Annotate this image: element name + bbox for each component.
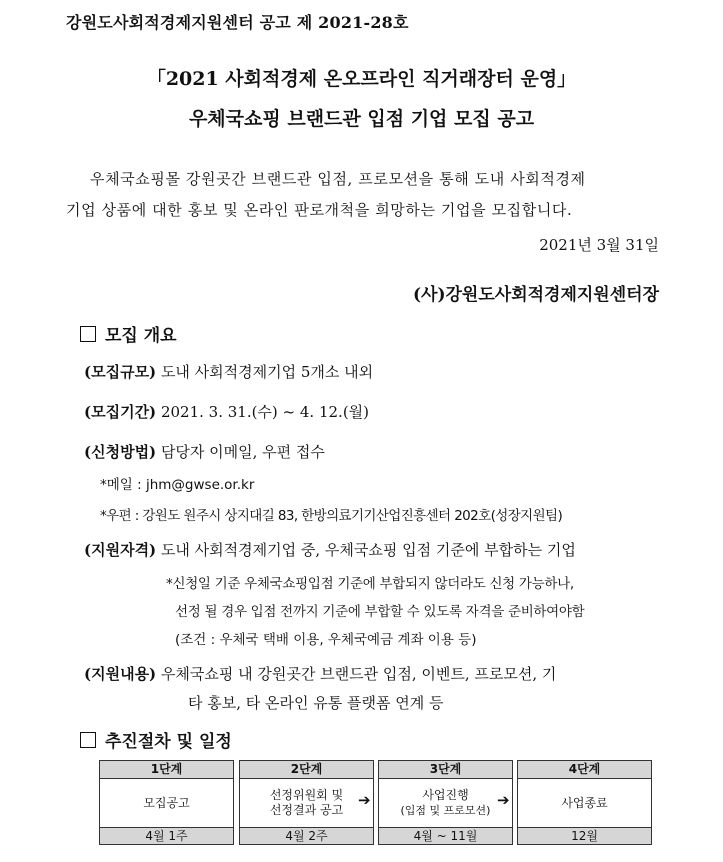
- item-label: (신청방법): [84, 443, 157, 461]
- item-value: 담당자 이메일, 우편 접수: [160, 443, 325, 461]
- step-content: [240, 779, 373, 827]
- issuer-name: (사)강원도사회적경제지원센터장: [413, 285, 659, 305]
- item-label: (지원내용): [84, 665, 157, 683]
- flow-step-2: [239, 760, 374, 845]
- section-title: 추진절차 및 일정: [105, 732, 232, 752]
- step-stage: 2단계: [240, 761, 373, 779]
- step-when: 12월: [518, 827, 651, 844]
- notice-number: 강원도사회적경제지원센터 공고 제 2021-28호: [66, 13, 409, 32]
- qualification-note-3: (조건 : 우체국 택배 이용, 우체국예금 계좌 이용 등): [175, 632, 477, 648]
- notice-date: 2021년 3월 31일: [539, 236, 659, 254]
- flow-step-1: [99, 760, 234, 845]
- support-continuation: 타 홍보, 타 온라인 유통 플랫폼 연계 등: [188, 694, 444, 712]
- step-content: [379, 779, 512, 827]
- step-content: [518, 779, 651, 827]
- document-title: 「2021 사회적경제 온오프라인 직거래장터 운영」: [146, 68, 577, 90]
- flow-step-3: [378, 760, 513, 845]
- item-label: (지원자격): [84, 541, 157, 559]
- item-value: 우체국쇼핑 내 강원곳간 브랜드관 입점, 이벤트, 프로모션, 기: [160, 665, 557, 683]
- item-period: [84, 401, 369, 422]
- qualification-note-2: 선정 될 경우 입점 전까지 기준에 부합할 수 있도록 자격을 준비하여야함: [175, 604, 585, 620]
- item-scale: [84, 361, 373, 382]
- step-line: 모집공고: [143, 795, 190, 810]
- document-subtitle: 우체국쇼핑 브랜드관 입점 기업 모집 공고: [188, 108, 535, 130]
- step-line: 사업종료: [561, 795, 608, 810]
- step-stage: 3단계: [379, 761, 512, 779]
- step-when: 4월 ~ 11월: [379, 827, 512, 844]
- step-line: (입점 및 프로모션): [400, 804, 491, 817]
- flow-arrow-icon: ➔: [497, 791, 510, 809]
- item-label: (모집기간): [84, 403, 157, 421]
- item-method: [84, 441, 325, 462]
- item-value: 도내 사회적경제기업 중, 우체국쇼핑 입점 기준에 부합하는 기업: [160, 541, 576, 559]
- step-line: 사업진행: [422, 788, 469, 802]
- section-title: 모집 개요: [105, 326, 177, 346]
- item-support: [84, 663, 556, 684]
- item-value: 도내 사회적경제기업 5개소 내외: [160, 363, 374, 381]
- step-content: [100, 779, 233, 827]
- step-stage: 1단계: [100, 761, 233, 779]
- intro-line-2: 기업 상품에 대한 홍보 및 온라인 판로개척을 희망하는 기업을 모집합니다.: [66, 201, 573, 219]
- step-when: 4월 2주: [240, 827, 373, 844]
- section-box-icon: [80, 732, 96, 748]
- step-line: 선정결과 공고: [269, 803, 344, 817]
- qualification-note-1: *신청일 기준 우체국쇼핑입점 기준에 부합되지 않더라도 신청 가능하나,: [166, 576, 574, 592]
- step-line: 선정위원회 및: [269, 788, 344, 802]
- step-when: 4월 1주: [100, 827, 233, 844]
- section-recruitment-overview: [80, 321, 177, 346]
- section-procedure-schedule: [80, 727, 232, 752]
- intro-line-1: 우체국쇼핑몰 강원곳간 브랜드관 입점, 프로모션을 통해 도내 사회적경제: [90, 170, 586, 188]
- step-stage: 4단계: [518, 761, 651, 779]
- method-post: *우편 : 강원도 원주시 상지대길 83, 한방의료기기산업진흥센터 202호(성장지원팀): [100, 508, 563, 524]
- item-value: 2021. 3. 31.(수) ~ 4. 12.(월): [160, 403, 370, 421]
- item-label: (모집규모): [84, 363, 157, 381]
- flow-step-4: [517, 760, 652, 845]
- flow-arrow-icon: ➔: [358, 791, 371, 809]
- item-qualification: [84, 539, 576, 560]
- method-email: *메일 : jhm@gwse.or.kr: [100, 477, 255, 493]
- section-box-icon: [80, 326, 96, 342]
